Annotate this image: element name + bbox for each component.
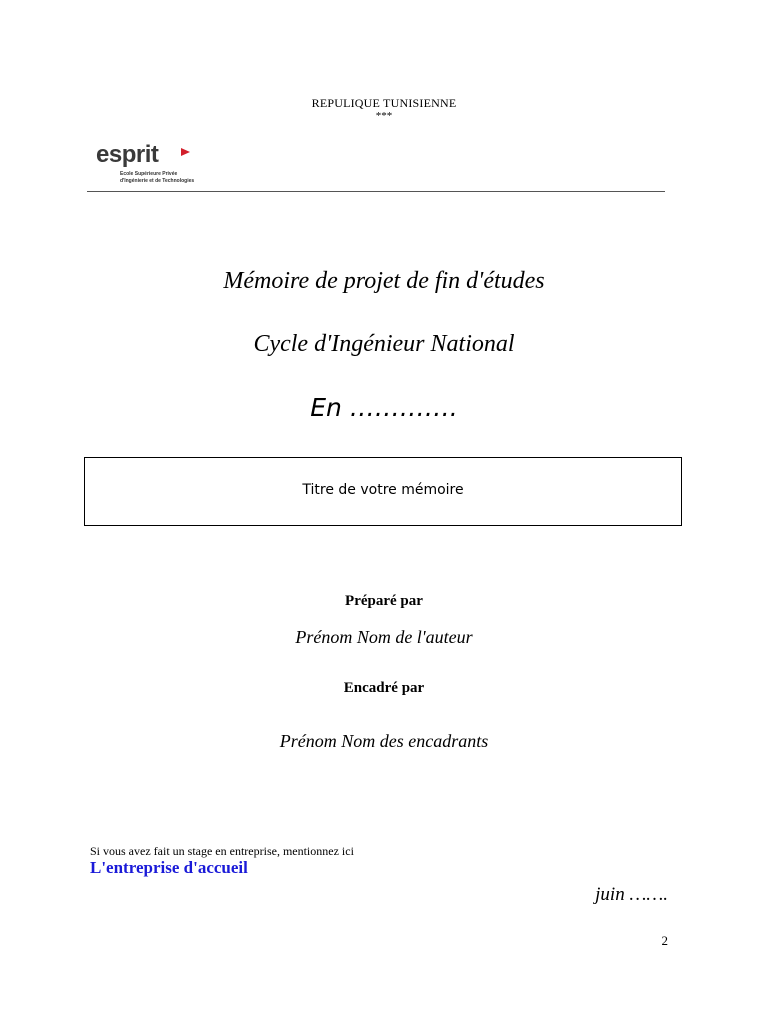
page-number: 2 [661, 933, 668, 948]
flag-icon [181, 148, 190, 156]
thesis-title: Titre de votre mémoire [302, 482, 464, 498]
prepared-by-label: Préparé par [345, 593, 423, 609]
company-note: Si vous avez fait un stage en entreprise, mentionnez ici [90, 844, 354, 858]
logo-tagline-line1: Ecole Supérieure Privée [120, 171, 178, 177]
header-rule [87, 191, 665, 192]
logo-wordmark: esprit [96, 141, 159, 168]
esprit-logo [96, 141, 226, 191]
specialty-title: En …………. [310, 393, 458, 422]
separator-stars: *** [375, 110, 393, 122]
host-company: L'entreprise d'accueil [90, 858, 248, 877]
thesis-type-title: Mémoire de projet de fin d'études [223, 268, 545, 294]
logo-tagline [120, 171, 194, 185]
supervised-by-label: Encadré par [343, 680, 425, 696]
thesis-title-box [84, 457, 682, 526]
country-heading: REPULIQUE TUNISIENNE [311, 96, 457, 110]
author-name: Prénom Nom de l'auteur [295, 627, 473, 647]
supervisors-names: Prénom Nom des encadrants [279, 731, 489, 751]
date-label: juin ……. [595, 884, 668, 905]
cycle-title: Cycle d'Ingénieur National [253, 331, 515, 357]
logo-tagline-line2: d'Ingénierie et de Technologies [120, 178, 195, 184]
